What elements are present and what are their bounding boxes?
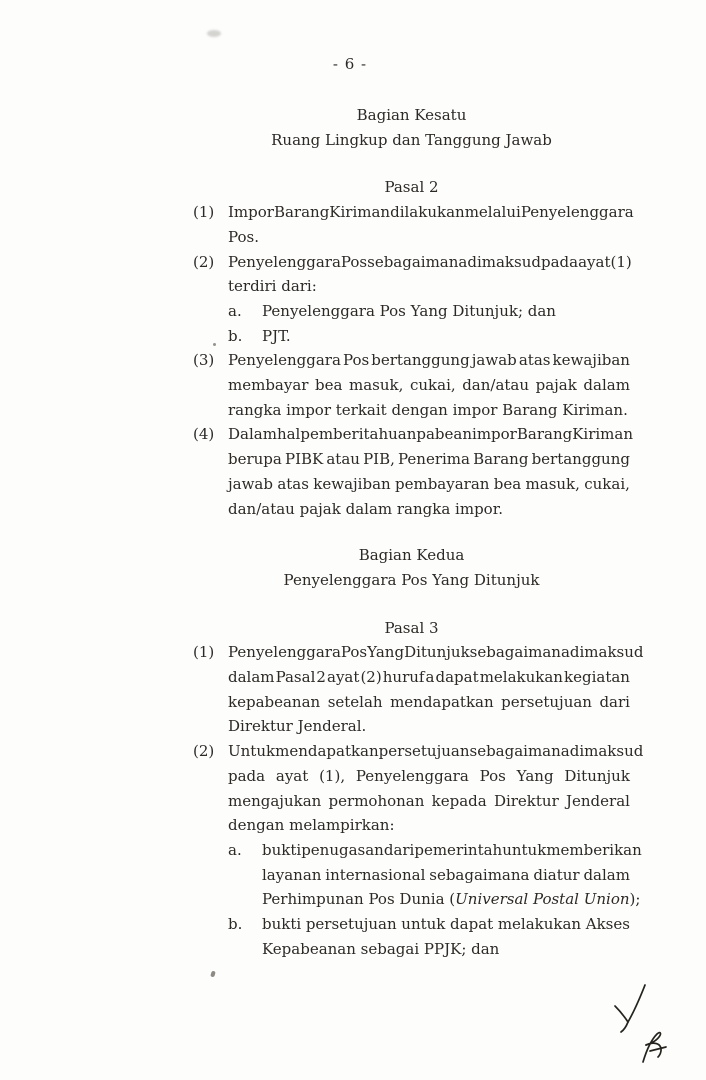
section-heading	[193, 543, 630, 592]
section-heading-line: Ruang Lingkup dan Tanggung Jawab	[271, 130, 552, 149]
section-heading	[193, 103, 630, 152]
word: melalui	[464, 203, 521, 222]
text-line: dan/atau pajak dalam rangka impor.	[228, 499, 503, 518]
sub-clause	[228, 324, 630, 349]
word: pemerintah	[414, 840, 503, 859]
word: Ditunjuk	[564, 766, 630, 785]
text-line	[228, 789, 630, 814]
scan-speck	[210, 971, 216, 978]
word: huruf	[382, 668, 425, 687]
word: bertanggung	[531, 450, 630, 469]
word: dari	[383, 840, 415, 859]
word: sebagaimana	[469, 643, 570, 662]
article-heading: Pasal 2	[384, 178, 439, 197]
text-line: terdiri dari:	[228, 277, 317, 296]
clause	[193, 348, 630, 422]
word: berupa	[228, 450, 282, 469]
clause	[193, 250, 630, 349]
word: Pos	[479, 766, 506, 785]
text-line	[228, 348, 630, 373]
word: pada	[540, 252, 579, 271]
word: mengajukan	[228, 791, 322, 810]
word: Penyelenggara	[228, 252, 341, 271]
word: PIB,	[363, 450, 395, 469]
text-line: PJT.	[262, 326, 291, 345]
word: Penerima	[398, 450, 470, 469]
clause-marker: (4)	[193, 425, 215, 444]
word: Yang	[516, 766, 554, 785]
word: Untuk	[228, 742, 276, 761]
section-heading-line: Bagian Kedua	[358, 546, 465, 565]
text-line: Perhimpunan Pos Dunia (Universal Postal Union);	[262, 890, 641, 909]
word: setelah	[327, 692, 383, 711]
clause-marker: (3)	[193, 351, 215, 370]
word: Barang	[516, 425, 573, 444]
word: pajak	[535, 376, 577, 395]
sub-clause-marker: b.	[228, 915, 243, 934]
clause	[193, 640, 644, 739]
word: dapat	[450, 915, 494, 934]
word: kepabeanan	[228, 692, 321, 711]
word: Yang	[367, 643, 405, 662]
text-line	[228, 373, 630, 398]
text-line	[228, 690, 630, 715]
word: Kiriman	[572, 425, 634, 444]
word: layanan	[262, 865, 322, 884]
section-heading-line: Bagian Kesatu	[356, 106, 467, 124]
word: (1),	[319, 766, 346, 785]
word: permohonan	[328, 791, 425, 810]
word: melakukan	[497, 915, 582, 934]
word: Penyelenggara	[228, 643, 341, 662]
word: atas	[277, 474, 309, 493]
word: diatur	[533, 865, 580, 884]
word: ayat	[578, 252, 611, 271]
word: jawab	[471, 351, 517, 370]
word: Penyelenggara	[520, 203, 634, 222]
text-line: Pos.	[228, 227, 259, 246]
sub-clause-marker: a.	[228, 301, 242, 320]
text-line	[228, 250, 630, 275]
word: masuk,	[525, 474, 580, 493]
word: Jenderal	[566, 791, 630, 810]
clause-marker: (2)	[193, 252, 215, 271]
text-line: dengan melampirkan:	[228, 816, 395, 835]
word: bukti	[262, 915, 302, 934]
article-heading: Pasal 3	[384, 618, 439, 637]
text-line	[228, 665, 630, 690]
word: Direktur	[493, 791, 559, 810]
clause-marker: (1)	[193, 643, 215, 662]
clause-marker: (1)	[193, 203, 215, 222]
handwritten-checkmark-icon	[608, 983, 652, 1037]
sub-clause-marker: b.	[228, 326, 243, 345]
text-line	[228, 422, 634, 447]
word: sebagaimana	[469, 742, 570, 761]
text-line	[228, 447, 630, 472]
word: ayat	[327, 668, 360, 687]
word: dalam	[583, 376, 630, 395]
text-line: Direktur Jenderal.	[228, 717, 367, 736]
clause-marker: (2)	[193, 742, 215, 761]
word: dalam	[583, 865, 630, 884]
text-line: Penyelenggara Pos Yang Ditunjuk; dan	[262, 301, 556, 320]
word: Akses	[585, 915, 630, 934]
word: Penyelenggara	[355, 766, 469, 785]
word: persetujuan	[501, 692, 592, 711]
word: bea	[315, 376, 343, 395]
sub-clause	[228, 912, 630, 961]
word: atas	[518, 351, 551, 370]
word: Impor	[228, 203, 274, 222]
sub-clause	[228, 838, 642, 912]
page-number: - 6 -	[332, 55, 368, 73]
word: dimaksud	[569, 742, 644, 761]
word: kegiatan	[564, 668, 630, 687]
text-line	[228, 640, 644, 665]
text-line	[262, 863, 630, 888]
word: ayat	[275, 766, 309, 785]
word: pembayaran	[395, 474, 490, 493]
text-line: rangka impor terkait dengan impor Barang Kiriman.	[228, 400, 628, 419]
word: untuk	[502, 840, 547, 859]
word: dari	[599, 692, 630, 711]
word: cukai,	[409, 376, 456, 395]
word: masuk,	[349, 376, 404, 395]
word: internasional	[325, 865, 426, 884]
word: Barang	[273, 203, 330, 222]
word: dan/atau	[462, 376, 530, 395]
word: sebagaimana	[367, 252, 468, 271]
word: penugasan	[301, 840, 384, 859]
document-body	[193, 103, 644, 962]
word: Pasal	[275, 668, 316, 687]
text-line: Kepabeanan sebagai PPJK; dan	[262, 939, 500, 958]
word: dimaksud	[569, 643, 644, 662]
word: dilakukan	[390, 203, 465, 222]
word: Kiriman	[329, 203, 391, 222]
clause	[193, 200, 634, 249]
word: pemberitahuan	[300, 425, 417, 444]
sub-clause	[228, 299, 630, 324]
word: impor	[472, 425, 517, 444]
word: dimaksud	[467, 252, 541, 271]
word: persetujuan	[378, 742, 470, 761]
word: mendapatkan	[390, 692, 494, 711]
word: bertanggung	[371, 351, 470, 370]
text-line	[228, 472, 630, 497]
section-heading-line: Penyelenggara Pos Yang Ditunjuk	[283, 570, 540, 589]
handwritten-initial-icon	[637, 1030, 673, 1068]
word: Pos	[342, 351, 370, 370]
word: a	[425, 668, 435, 687]
text-line	[262, 838, 642, 863]
word: kewajiban	[552, 351, 630, 370]
word: persetujuan	[305, 915, 397, 934]
word: jawab	[228, 474, 273, 493]
word: 2	[316, 668, 326, 687]
text-line	[228, 764, 630, 789]
clause	[193, 422, 634, 521]
word: untuk	[401, 915, 446, 934]
sub-clause-marker: a.	[228, 840, 242, 859]
word: bea	[493, 474, 522, 493]
word: Pos	[340, 252, 368, 271]
scan-speck	[207, 30, 221, 37]
word: (2)	[360, 668, 382, 687]
word: membayar	[228, 376, 309, 395]
text-line	[262, 912, 630, 937]
word: memberikan	[546, 840, 642, 859]
word: PIBK	[284, 450, 324, 469]
word: (1)	[610, 252, 632, 271]
word: bukti	[262, 840, 302, 859]
word: pada	[228, 766, 266, 785]
clause	[193, 739, 644, 961]
word: mendapatkan	[275, 742, 379, 761]
word: kewajiban	[313, 474, 391, 493]
word: sebagaimana	[429, 865, 530, 884]
word: dalam	[228, 668, 275, 687]
word: Dalam	[228, 425, 277, 444]
scan-speck	[213, 343, 216, 346]
word: Ditunjuk	[404, 643, 470, 662]
word: melakukan	[479, 668, 563, 687]
word: atau	[326, 450, 360, 469]
text-line	[228, 200, 634, 225]
word: kepada	[431, 791, 487, 810]
word: Pos	[340, 643, 368, 662]
word: dapat	[435, 668, 479, 687]
text-line	[228, 739, 644, 764]
word: hal	[276, 425, 301, 444]
word: cukai,	[584, 474, 630, 493]
word: Barang	[473, 450, 529, 469]
word: Penyelenggara	[228, 351, 341, 370]
word: pabean	[416, 425, 473, 444]
